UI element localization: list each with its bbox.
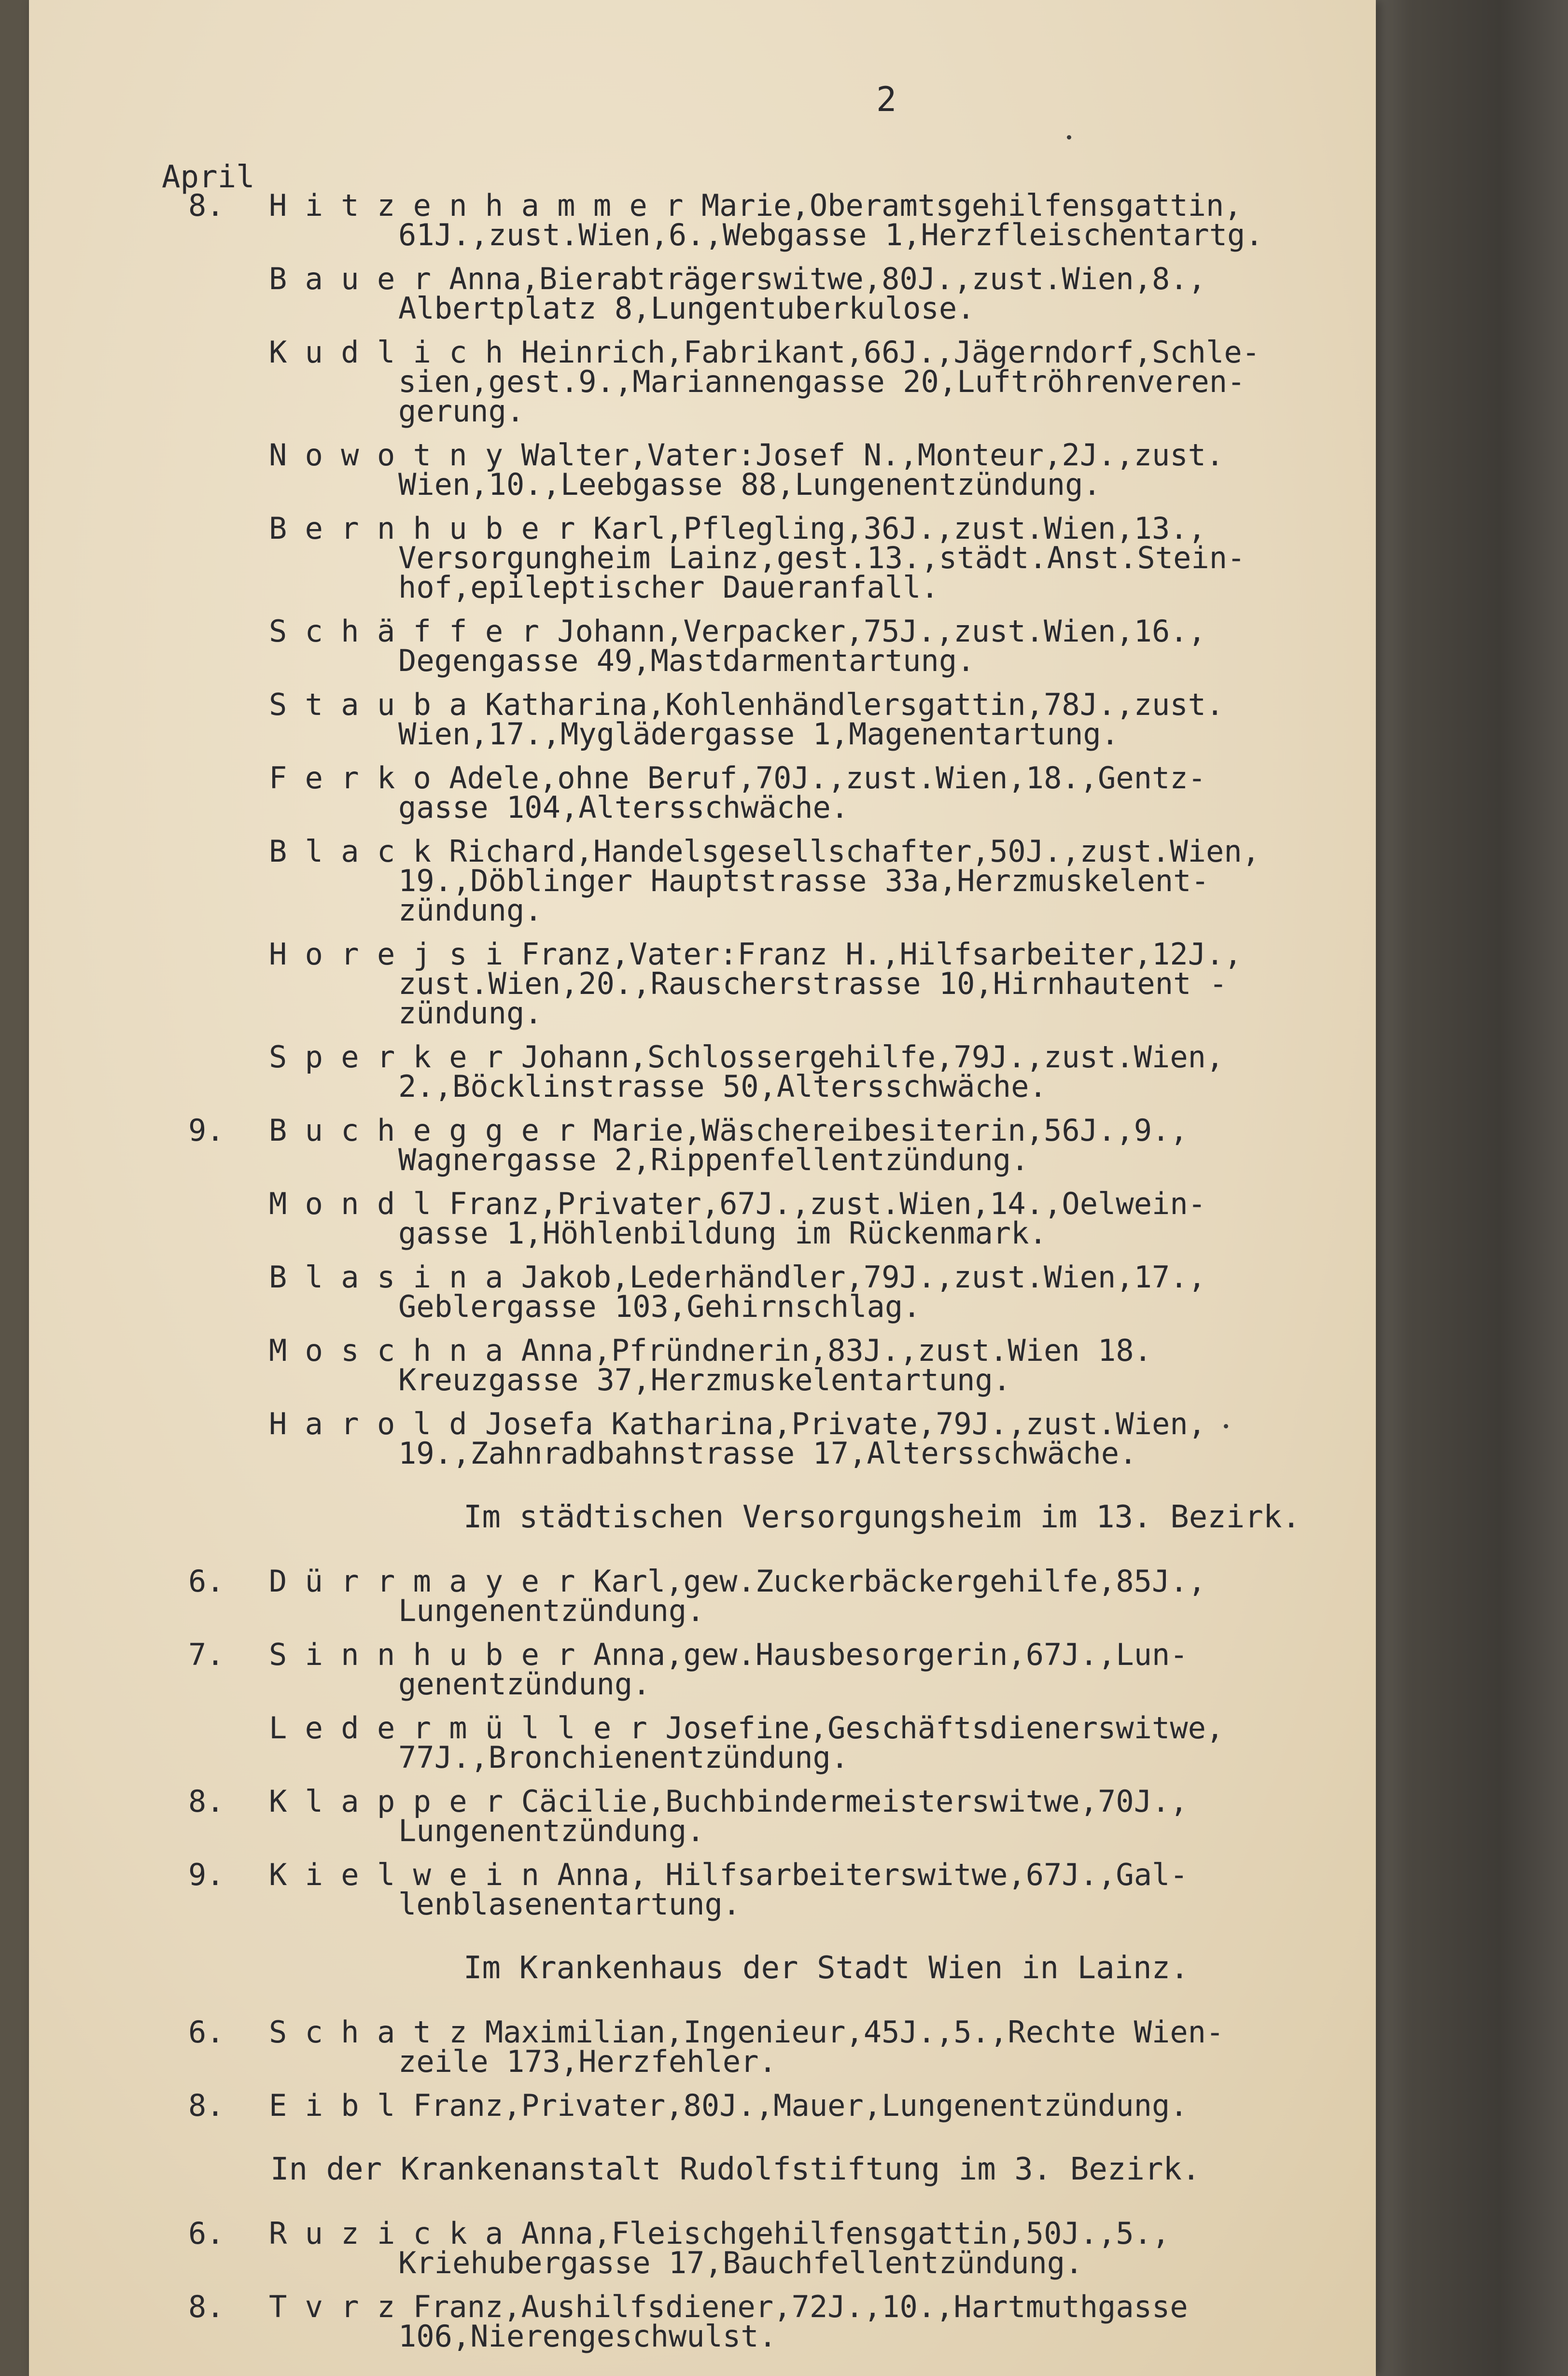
entry-continuation-line: gasse 1,Höhlenbildung im Rückenmark. (398, 1216, 1047, 1251)
entry-line: B l a s i n a Jakob,Lederhändler,79J.,zust.Wien,17., (269, 1259, 1206, 1295)
death-entry (29, 1333, 1376, 1398)
entry-continuation-line: gasse 104,Altersschwäche. (398, 790, 849, 825)
death-entry (29, 437, 1376, 502)
entry-continuation-line: zündung. (398, 995, 543, 1031)
page-number: 2 (876, 80, 897, 119)
entry-continuation-line: zündung. (398, 893, 543, 928)
paper-speck (1224, 1424, 1228, 1428)
entry-line: M o n d l Franz,Privater,67J.,zust.Wien,14.,Oelwein- (269, 1186, 1206, 1221)
death-entry (29, 2088, 1376, 2123)
entry-continuation-line: 2.,Böcklinstrasse 50,Altersschwäche. (398, 1069, 1047, 1104)
entry-day: 7. (188, 1637, 224, 1672)
entry-continuation-line: Degengasse 49,Mastdarmentartung. (398, 643, 975, 678)
document-page (29, 0, 1376, 2376)
entry-continuation-line: Kreuzgasse 37,Herzmuskelentartung. (398, 1362, 1011, 1398)
death-entry (29, 1406, 1376, 1471)
entry-day: 8. (188, 2289, 224, 2324)
death-entry (29, 1259, 1376, 1324)
entries-container (29, 188, 1376, 2354)
death-entry (29, 2216, 1376, 2280)
death-entry (29, 687, 1376, 752)
entry-continuation-line: Kriehubergasse 17,Bauchfellentzündung. (398, 2245, 1083, 2280)
entry-line: B a u e r Anna,Bierabträgerswitwe,80J.,zust.Wien,8., (269, 261, 1206, 296)
death-entry (29, 1710, 1376, 1775)
entry-day: 6. (188, 1564, 224, 1599)
death-entry (29, 1857, 1376, 1922)
entry-continuation-line: Wagnergasse 2,Rippenfellentzündung. (398, 1142, 1029, 1177)
death-entry (29, 2014, 1376, 2079)
section-deaths-list-3 (29, 2014, 1376, 2123)
death-entry (29, 335, 1376, 429)
entry-continuation-line: Geblergasse 103,Gehirnschlag. (398, 1289, 921, 1324)
section-deaths-list-1 (29, 188, 1376, 1471)
entry-continuation-line: zeile 173,Herzfehler. (398, 2044, 777, 2079)
entry-continuation-line: Wien,17.,Myglädergasse 1,Magenentartung. (398, 716, 1120, 752)
entry-continuation-line: gerung. (398, 393, 525, 429)
entry-line: E i b l Franz,Privater,80J.,Mauer,Lungenentzündung. (269, 2088, 1188, 2123)
section-heading-versorgungsheim: Im städtischen Versorgungsheim im 13. Bezirk. (463, 1499, 1301, 1535)
death-entry (29, 1784, 1376, 1848)
entry-line: K l a p p e r Cäcilie,Buchbindermeisterswitwe,70J., (269, 1784, 1188, 1819)
entry-line: D ü r r m a y e r Karl,gew.Zuckerbäckergehilfe,85J., (269, 1564, 1206, 1599)
month-label: April (162, 159, 255, 195)
entry-line: R u z i c k a Anna,Fleischgehilfensgattin,50J.,5., (269, 2216, 1170, 2251)
entry-line: S i n n h u b e r Anna,gew.Hausbesorgerin,67J.,Lun- (269, 1637, 1188, 1672)
entry-line: H o r e j s i Franz,Vater:Franz H.,Hilfsarbeiter,12J., (269, 936, 1242, 972)
entry-continuation-line: Wien,10.,Leebgasse 88,Lungenentzündung. (398, 467, 1101, 502)
death-entry (29, 760, 1376, 825)
entry-day: 8. (188, 188, 224, 223)
death-entry (29, 1186, 1376, 1251)
entry-continuation-line: Albertplatz 8,Lungentuberkulose. (398, 291, 975, 326)
death-entry (29, 1637, 1376, 1702)
entry-line: M o s c h n a Anna,Pfründnerin,83J.,zust.Wien 18. (269, 1333, 1152, 1368)
entry-line: S c h ä f f e r Johann,Verpacker,75J.,zust.Wien,16., (269, 614, 1206, 649)
section-heading-krankenhaus-lainz: Im Krankenhaus der Stadt Wien in Lainz. (463, 1950, 1189, 1986)
death-entry (29, 614, 1376, 678)
entry-day: 6. (188, 2014, 224, 2050)
death-entry (29, 2289, 1376, 2354)
section-deaths-list-4 (29, 2216, 1376, 2354)
death-entry (29, 1564, 1376, 1628)
death-entry (29, 936, 1376, 1031)
entry-continuation-line: 77J.,Bronchienentzündung. (398, 1740, 849, 1775)
entry-continuation-line: Lungenentzündung. (398, 1593, 705, 1628)
entry-line: S c h a t z Maximilian,Ingenieur,45J.,5.,Rechte Wien- (269, 2014, 1224, 2050)
entry-line: B e r n h u b e r Karl,Pflegling,36J.,zust.Wien,13., (269, 511, 1206, 546)
entry-continuation-line: zust.Wien,20.,Rauscherstrasse 10,Hirnhautent - (398, 966, 1228, 1001)
entry-day: 9. (188, 1857, 224, 1892)
death-entry (29, 188, 1376, 252)
entry-continuation-line: Lungenentzündung. (398, 1813, 705, 1848)
entry-line: H a r o l d Josefa Katharina,Private,79J.,zust.Wien, (269, 1406, 1206, 1441)
entry-continuation-line: 106,Nierengeschwulst. (398, 2319, 777, 2354)
death-entry (29, 1039, 1376, 1104)
entry-line: F e r k o Adele,ohne Beruf,70J.,zust.Wien,18.,Gentz- (269, 760, 1206, 796)
entry-line: K u d l i c h Heinrich,Fabrikant,66J.,Jägerndorf,Schle- (269, 335, 1260, 370)
death-entry (29, 261, 1376, 326)
entry-continuation-line: 19.,Zahnradbahnstrasse 17,Altersschwäche. (398, 1436, 1137, 1471)
death-entry (29, 1113, 1376, 1177)
entry-line: T v r z Franz,Aushilfsdiener,72J.,10.,Hartmuthgasse (269, 2289, 1188, 2324)
entry-continuation-line: sien,gest.9.,Mariannengasse 20,Luftröhrenveren- (398, 364, 1246, 399)
entry-line: B l a c k Richard,Handelsgesellschafter,50J.,zust.Wien, (269, 834, 1260, 869)
section-heading-rudolfstiftung: In der Krankenanstalt Rudolfstiftung im 3. Bezirk. (270, 2152, 1201, 2187)
entry-day: 8. (188, 1784, 224, 1819)
paper-speck (1067, 135, 1071, 140)
entry-line: S t a u b a Katharina,Kohlenhändlersgattin,78J.,zust. (269, 687, 1224, 722)
entry-continuation-line: 19.,Döblinger Hauptstrasse 33a,Herzmuskelent- (398, 863, 1209, 898)
entry-day: 8. (188, 2088, 224, 2123)
entry-day: 6. (188, 2216, 224, 2251)
death-entry (29, 511, 1376, 605)
entry-line: B u c h e g g e r Marie,Wäschereibesiterin,56J.,9., (269, 1113, 1188, 1148)
entry-continuation-line: lenblasenentartung. (398, 1887, 741, 1922)
entry-line: H i t z e n h a m m e r Marie,Oberamtsgehilfensgattin, (269, 188, 1242, 223)
entry-continuation-line: Versorgungheim Lainz,gest.13.,städt.Anst.Stein- (398, 540, 1246, 575)
entry-line: L e d e r m ü l l e r Josefine,Geschäftsdienerswitwe, (269, 1710, 1224, 1746)
entry-line: S p e r k e r Johann,Schlossergehilfe,79J.,zust.Wien, (269, 1039, 1224, 1075)
entry-continuation-line: 61J.,zust.Wien,6.,Webgasse 1,Herzfleischentartg. (398, 217, 1263, 252)
entry-continuation-line: genentzündung. (398, 1666, 651, 1702)
entry-line: N o w o t n y Walter,Vater:Josef N.,Monteur,2J.,zust. (269, 437, 1224, 473)
section-deaths-list-2 (29, 1564, 1376, 1922)
entry-line: K i e l w e i n Anna, Hilfsarbeiterswitwe,67J.,Gal- (269, 1857, 1188, 1892)
death-entry (29, 834, 1376, 928)
entry-day: 9. (188, 1113, 224, 1148)
entry-continuation-line: hof,epileptischer Daueranfall. (398, 570, 939, 605)
